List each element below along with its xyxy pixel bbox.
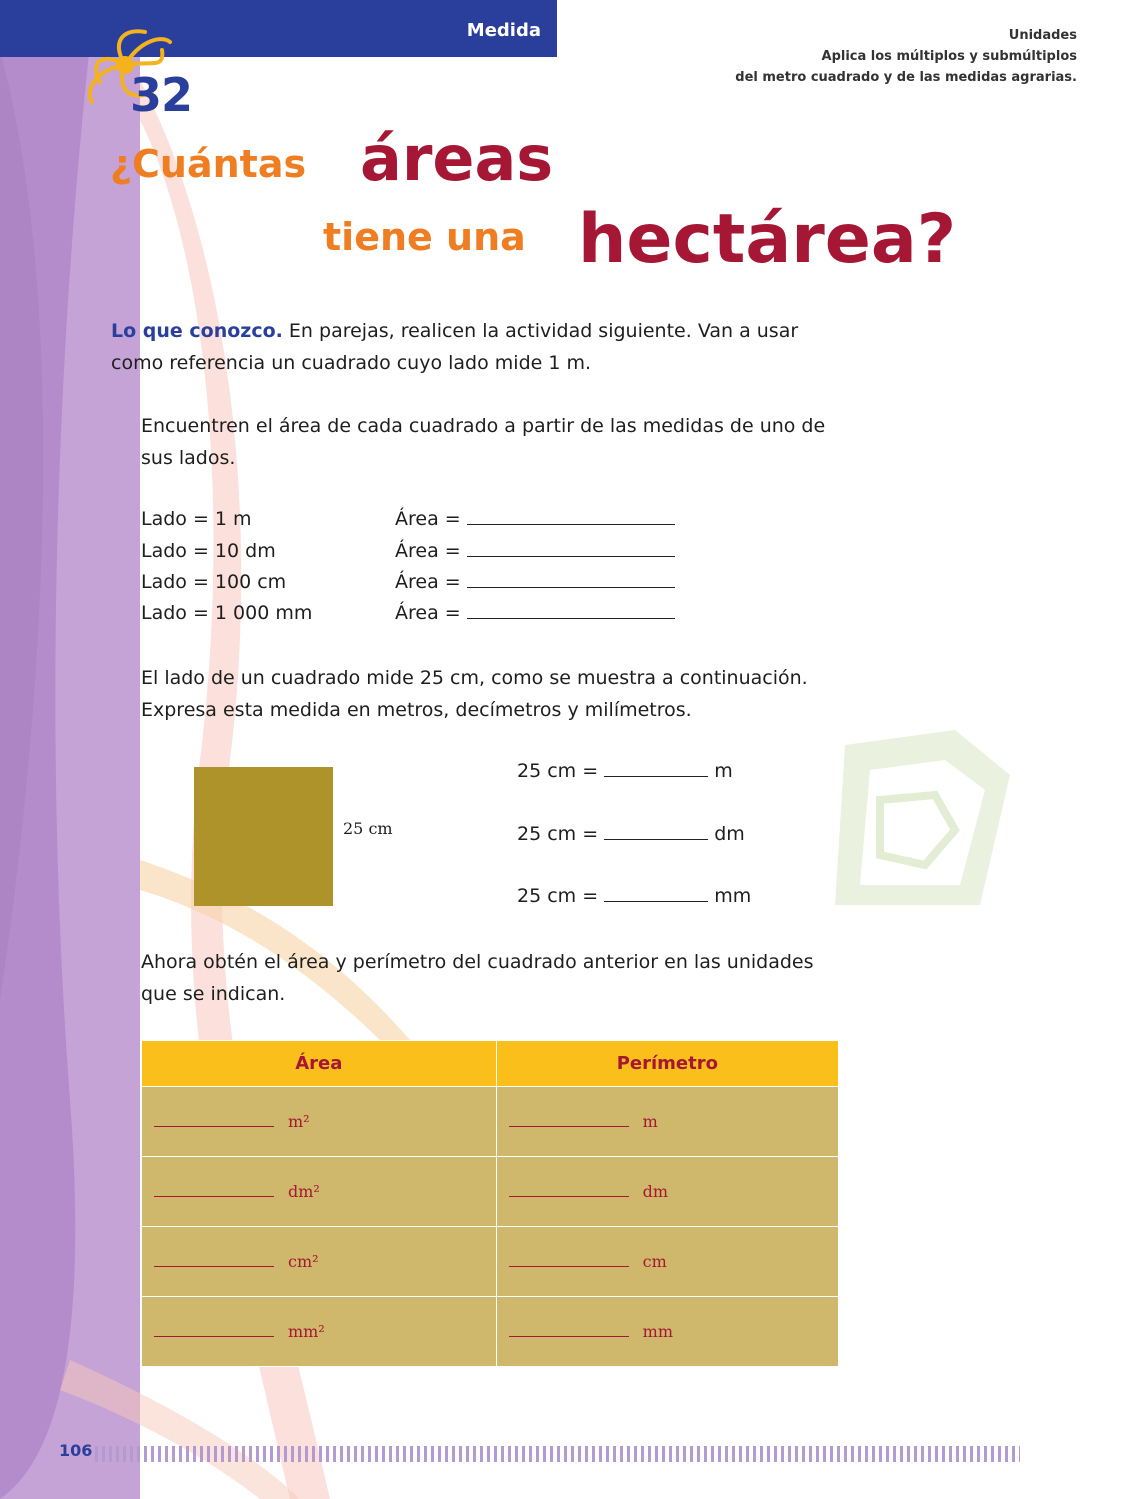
reference-square	[194, 767, 333, 906]
intro-label: Lo que conozco.	[111, 320, 283, 342]
conversion-row	[517, 760, 733, 782]
area-unit: dm²	[288, 1182, 320, 1201]
area-answer-blank[interactable]	[467, 524, 675, 525]
column-header-area: Área	[142, 1041, 497, 1087]
perimeter-unit: m	[642, 1112, 658, 1131]
conversion-unit: m	[714, 760, 733, 782]
side-label: Lado = 100 cm	[141, 571, 287, 593]
instruction-3-line-2: que se indican.	[141, 983, 286, 1005]
perimeter-cell[interactable]	[496, 1227, 838, 1297]
topic-label: Unidades	[1008, 28, 1077, 43]
side-label: Lado = 10 dm	[141, 540, 276, 562]
table-row	[142, 1297, 839, 1367]
answer-blank[interactable]	[154, 1126, 274, 1127]
conversion-row	[517, 823, 745, 845]
square-side-label: 25 cm	[343, 819, 393, 838]
conversion-answer-blank[interactable]	[604, 776, 708, 777]
intro-text-1: En parejas, realicen la actividad siguiente. Van a usar	[282, 320, 799, 342]
instruction-1	[141, 410, 901, 474]
answer-blank[interactable]	[154, 1336, 274, 1337]
instruction-2	[141, 662, 901, 726]
answer-blank[interactable]	[509, 1126, 629, 1127]
instruction-1-line-2: sus lados.	[141, 447, 236, 469]
perimeter-unit: dm	[642, 1182, 669, 1201]
page-number: 106	[59, 1441, 93, 1460]
table-header-row	[142, 1041, 839, 1087]
instruction-1-line-1: Encuentren el área de cada cuadrado a partir de las medidas de uno de	[141, 415, 826, 437]
area-label: Área =	[395, 602, 461, 624]
side-label: Lado = 1 m	[141, 508, 252, 530]
area-perimeter-table	[141, 1040, 839, 1367]
title-part-2: áreas	[360, 122, 554, 195]
area-row	[141, 540, 675, 562]
section-title: Medida	[466, 20, 541, 41]
conversion-unit: mm	[714, 885, 752, 907]
answer-blank[interactable]	[154, 1266, 274, 1267]
area-unit: cm²	[288, 1252, 319, 1271]
answer-blank[interactable]	[509, 1336, 629, 1337]
area-row	[141, 602, 675, 624]
area-cell[interactable]	[142, 1087, 497, 1157]
conversion-row	[517, 885, 751, 907]
instruction-3	[141, 946, 901, 1010]
area-label: Área =	[395, 540, 461, 562]
area-cell[interactable]	[142, 1227, 497, 1297]
title-part-1: ¿Cuántas	[110, 142, 307, 186]
perimeter-unit: mm	[642, 1322, 673, 1341]
conversion-unit: dm	[714, 823, 745, 845]
perimeter-unit: cm	[642, 1252, 667, 1271]
perimeter-cell[interactable]	[496, 1157, 838, 1227]
instruction-2-line-1: El lado de un cuadrado mide 25 cm, como se muestra a continuación.	[141, 667, 808, 689]
area-unit: mm²	[288, 1322, 325, 1341]
conversion-left: 25 cm =	[517, 760, 599, 782]
area-answer-blank[interactable]	[467, 556, 675, 557]
conversion-answer-blank[interactable]	[604, 901, 708, 902]
area-row	[141, 508, 675, 530]
area-answer-blank[interactable]	[467, 587, 675, 588]
table-row	[142, 1227, 839, 1297]
answer-blank[interactable]	[509, 1266, 629, 1267]
conversion-left: 25 cm =	[517, 885, 599, 907]
lesson-number: 32	[130, 68, 193, 122]
topic-line-1: Aplica los múltiplos y submúltiplos	[821, 49, 1077, 64]
instruction-3-line-1: Ahora obtén el área y perímetro del cuadrado anterior en las unidades	[141, 951, 814, 973]
instruction-2-line-2: Expresa esta medida en metros, decímetros y milímetros.	[141, 699, 692, 721]
footer-bar	[95, 1446, 1020, 1462]
column-header-perimeter: Perímetro	[496, 1041, 838, 1087]
conversion-answer-blank[interactable]	[604, 839, 708, 840]
area-answer-blank[interactable]	[467, 618, 675, 619]
intro-text-2: como referencia un cuadrado cuyo lado mide 1 m.	[111, 352, 592, 374]
side-label: Lado = 1 000 mm	[141, 602, 313, 624]
intro-paragraph	[111, 315, 871, 379]
answer-blank[interactable]	[154, 1196, 274, 1197]
answer-blank[interactable]	[509, 1196, 629, 1197]
area-cell[interactable]	[142, 1157, 497, 1227]
area-label: Área =	[395, 571, 461, 593]
table-row	[142, 1087, 839, 1157]
perimeter-cell[interactable]	[496, 1087, 838, 1157]
table-row	[142, 1157, 839, 1227]
topic-info	[735, 25, 1077, 88]
area-cell[interactable]	[142, 1297, 497, 1367]
area-label: Área =	[395, 508, 461, 530]
conversion-left: 25 cm =	[517, 823, 599, 845]
title-part-4: hectárea?	[578, 200, 957, 279]
title-part-3: tiene una	[323, 215, 526, 259]
topic-line-2: del metro cuadrado y de las medidas agrarias.	[735, 70, 1077, 85]
area-unit: m²	[288, 1112, 310, 1131]
perimeter-cell[interactable]	[496, 1297, 838, 1367]
area-row	[141, 571, 675, 593]
